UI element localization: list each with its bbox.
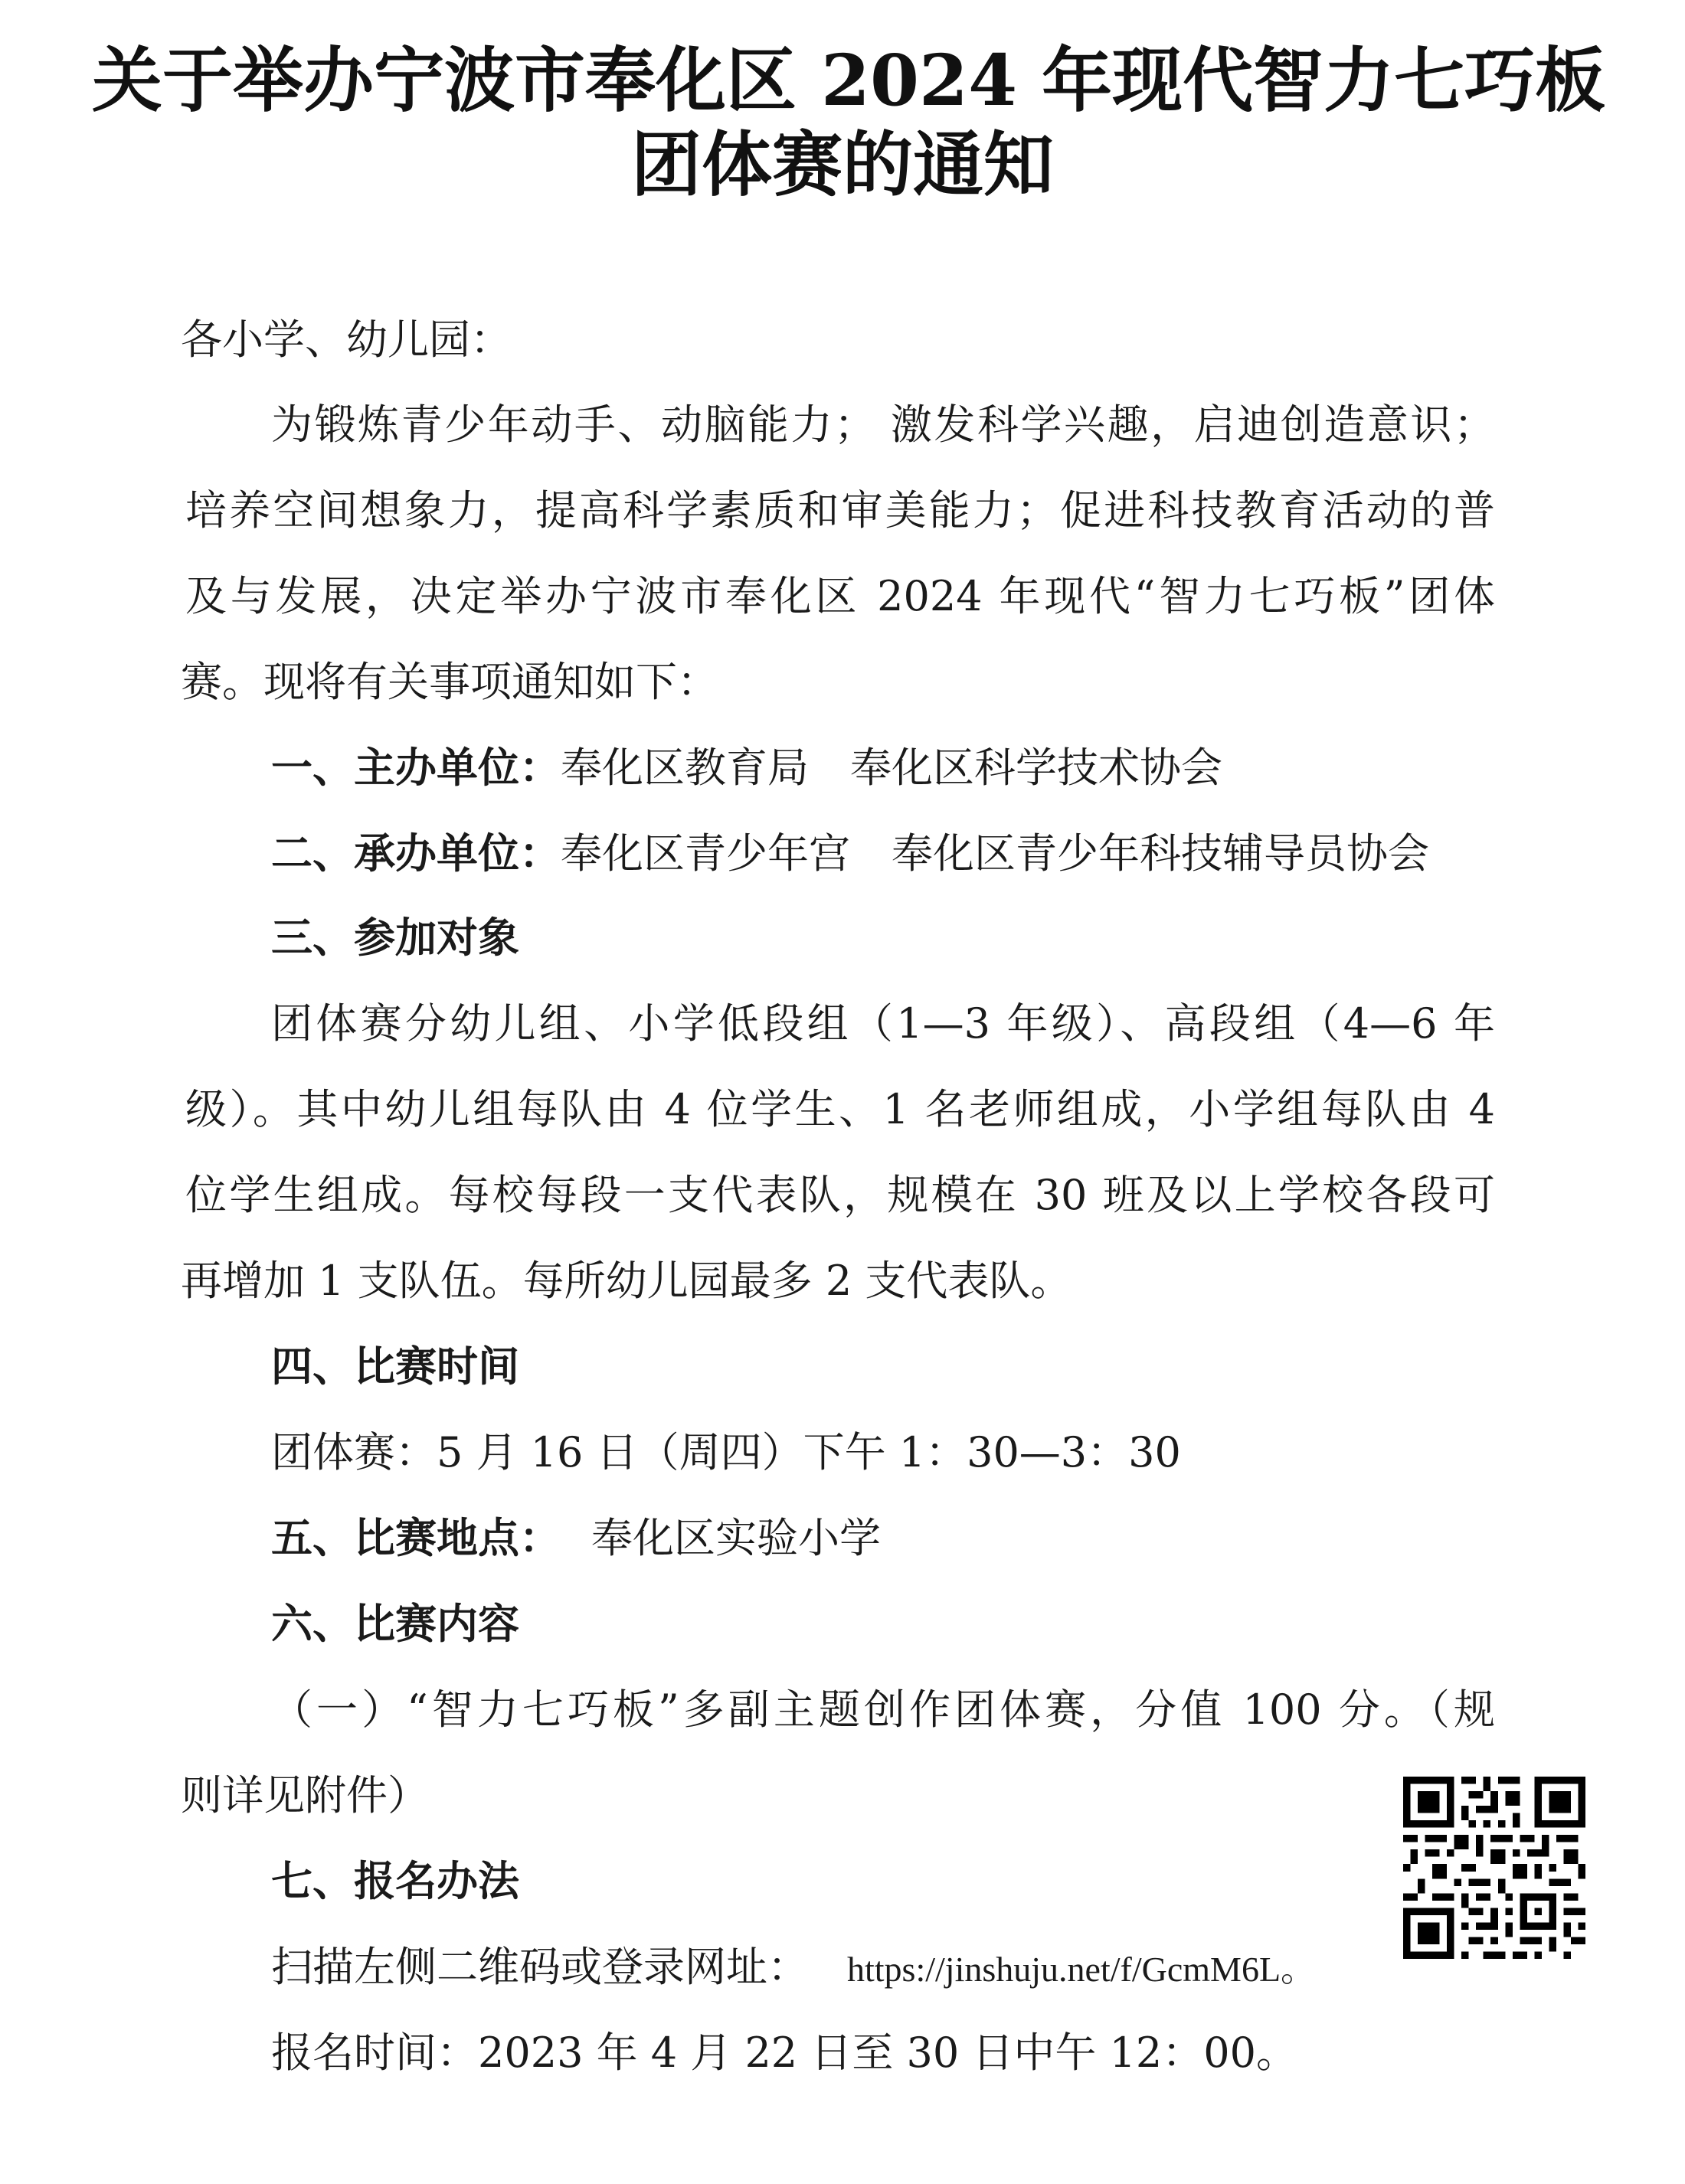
content-line-2: 则详见附件） (181, 1771, 429, 1819)
qr-code-graphic (1403, 1777, 1585, 1959)
section-time-heading: 四、比赛时间 (271, 1342, 519, 1391)
section-organizer-heading: 一、主办单位： (271, 744, 561, 792)
registration-url-link[interactable]: https://jinshuju.net/f/GcmM6L。 (847, 1950, 1317, 1989)
document-title-line-2: 团体赛的通知 (630, 123, 1054, 206)
qr-code-icon[interactable] (1403, 1777, 1585, 1959)
participants-line-1: 团体赛分幼儿组、小学低段组（1—3 年级）、高段组（4—6 年 (271, 999, 1495, 1048)
participants-line-4: 再增加 1 支队伍。每所幼儿园最多 2 支代表队。 (181, 1257, 1072, 1305)
section-participants-heading: 三、参加对象 (271, 914, 519, 962)
section-organizer (271, 737, 1222, 799)
section-host (271, 823, 1429, 884)
section-time-content: 团体赛：5 月 16 日（周四）下午 1：30—3：30 (271, 1428, 1181, 1476)
registration-scan-line (271, 1937, 1316, 2000)
section-venue (271, 1508, 881, 1569)
section-host-content: 奉化区青少年宫 奉化区青少年科技辅导员协会 (561, 829, 1429, 878)
section-content-heading: 六、比赛内容 (271, 1600, 519, 1648)
section-registration-heading: 七、报名办法 (271, 1857, 519, 1905)
document-title-line-1: 关于举办宁波市奉化区 2024 年现代智力七巧板 (92, 39, 1606, 122)
section-venue-heading: 五、比赛地点： (271, 1514, 561, 1562)
salutation: 各小学、幼儿园： (181, 316, 512, 364)
registration-time: 报名时间：2023 年 4 月 22 日至 30 日中午 12：00。 (271, 2029, 1297, 2077)
section-venue-content: 奉化区实验小学 (591, 1514, 881, 1562)
intro-line-3: 及与发展，决定举办宁波市奉化区 2024 年现代“智力七巧板”团体 (185, 572, 1495, 620)
participants-line-2: 级）。其中幼儿组每队由 4 位学生、1 名老师组成，小学组每队由 4 (185, 1085, 1495, 1133)
section-host-heading: 二、承办单位： (271, 829, 561, 878)
section-organizer-content: 奉化区教育局 奉化区科学技术协会 (561, 744, 1222, 792)
registration-scan-text: 扫描左侧二维码或登录网址： (271, 1943, 809, 1991)
content-line-1: （一）“智力七巧板”多副主题创作团体赛，分值 100 分。（规 (271, 1685, 1495, 1734)
intro-line-1: 为锻炼青少年动手、动脑能力； 激发科学兴趣，启迪创造意识； (271, 401, 1495, 449)
participants-line-3: 位学生组成。每校每段一支代表队，规模在 30 班及以上学校各段可 (185, 1171, 1495, 1219)
intro-line-4: 赛。现将有关事项通知如下： (181, 658, 718, 706)
intro-line-2: 培养空间想象力，提高科学素质和审美能力；促进科技教育活动的普 (185, 486, 1495, 535)
